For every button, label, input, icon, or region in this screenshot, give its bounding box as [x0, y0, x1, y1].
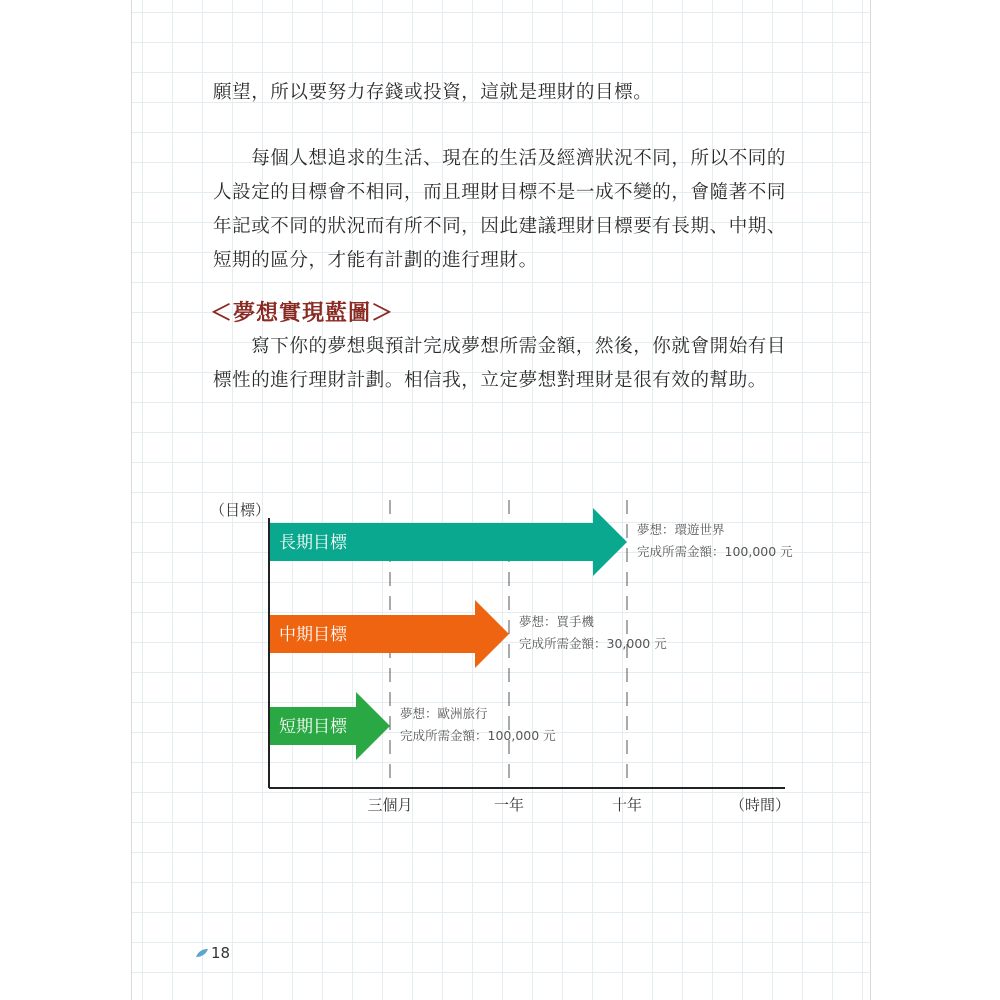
goal-label-0: 長期目標	[279, 533, 347, 553]
x-tick-label-1: 一年	[493, 796, 525, 814]
paragraph-intro: 願望，所以要努力存錢或投資，這就是理財的目標。	[213, 82, 653, 103]
x-tick-label-0: 三個月	[367, 796, 413, 814]
page-number: 18	[211, 944, 231, 962]
goal-dream-0: 夢想：環遊世界	[637, 522, 725, 537]
goal-amount-2: 完成所需金額：100,000 元	[400, 728, 556, 743]
x-axis-label: （時間）	[729, 796, 790, 814]
section-heading: ＜夢想實現藍圖＞	[210, 300, 395, 326]
goal-amount-1: 完成所需金額：30,000 元	[519, 636, 667, 651]
paragraph-dream: 寫下你的夢想與預計完成夢想所需金額，然後，你就會開始有目標性的進行理財計劃。相信我，立定夢想對理財是很有效的幫助。	[213, 336, 787, 391]
goal-dream-2: 夢想：歐洲旅行	[400, 706, 488, 721]
leaf-icon	[195, 948, 209, 958]
y-axis-label: （目標）	[210, 501, 271, 519]
paragraph-goals: 每個人想追求的生活、現在的生活及經濟狀況不同，所以不同的人設定的目標會不相同，而且理財目標不是一成不變的，會隨著不同年記或不同的狀況而有所不同，因此建議理財目標要有長期、中期、短期的區分，才能有計劃的進行理財。	[213, 148, 787, 271]
goal-amount-0: 完成所需金額：100,000 元	[637, 544, 793, 559]
x-tick-label-2: 十年	[611, 796, 643, 814]
goal-label-2: 短期目標	[279, 717, 347, 737]
goal-label-1: 中期目標	[279, 625, 347, 645]
goal-dream-1: 夢想：買手機	[519, 614, 595, 629]
